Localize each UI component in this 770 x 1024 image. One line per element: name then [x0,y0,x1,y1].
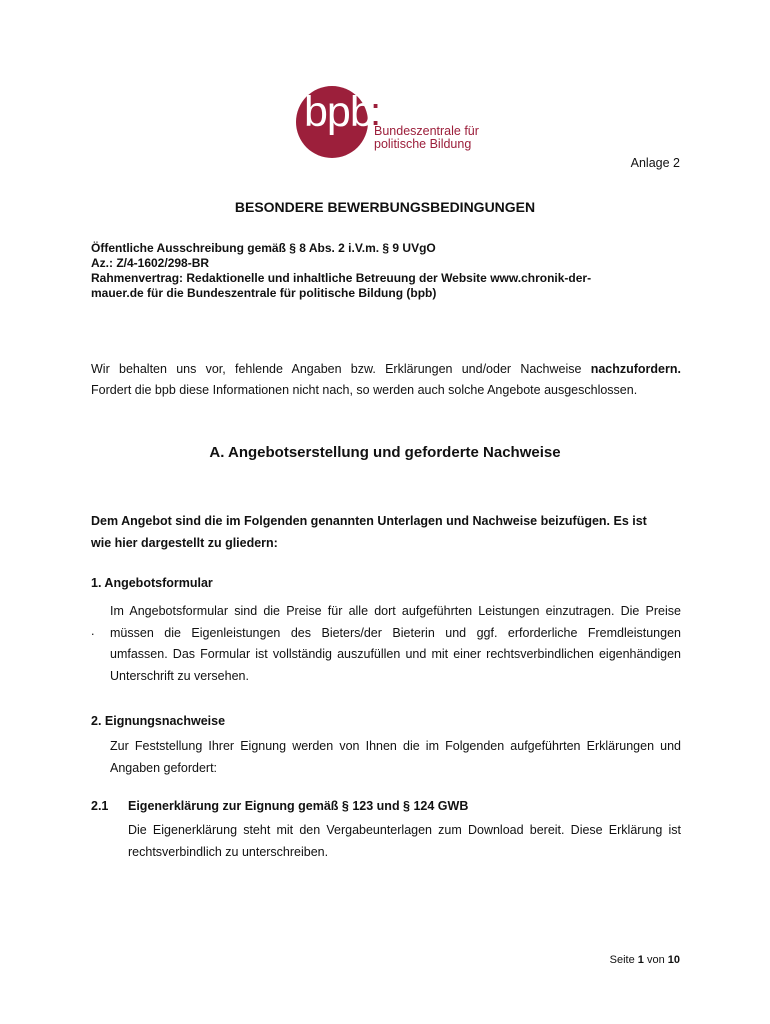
bpb-logo [296,86,486,158]
meta-line: Rahmenvertrag: Redaktionelle und inhaltliche Betreuung der Website www.chronik-der- [91,271,592,285]
annex-label: Anlage 2 [630,156,680,170]
page-prefix: Seite [609,954,638,966]
item-body [110,601,681,687]
subitem-body [128,819,681,863]
notice-text: Wir behalten uns vor, fehlende Angaben bzw. Erklärungen und/oder Nachweise [91,362,591,376]
logo-mark: bpb [304,88,373,136]
item-heading: 1. Angebotsformular [91,576,213,590]
section-heading: A. Angebotserstellung und geforderte Nachweise [209,444,561,461]
body-line: müssen die Eigenleistungen des Bieters/der Bieterin und ggf. erforderliche Fremdleistungen [110,625,681,640]
notice-line: Fordert die bpb diese Informationen nicht nach, so werden auch solche Angebote ausgeschlossen. [91,383,638,397]
body-line: Im Angebotsformular sind die Preise für alle dort aufgeführten Leistungen einzutragen. Die Preise [110,604,681,618]
tender-meta [91,241,681,301]
body-line: Unterschrift zu versehen. [110,668,249,683]
meta-line: Öffentliche Ausschreibung gemäß § 8 Abs. 2 i.V.m. § 9 UVgO [91,241,436,255]
meta-line: mauer.de für die Bundeszentrale für politische Bildung (bpb) [91,286,437,300]
body-line: Zur Feststellung Ihrer Eignung werden von Ihnen die im Folgenden aufgeführten Erklärungen und [110,739,681,753]
subitem-number: 2.1 [91,799,109,813]
body-line: Angaben gefordert: [110,760,218,775]
document-title: BESONDERE BEWERBUNGSBEDINGUNGEN [234,199,536,215]
body-line: umfassen. Das Formular ist vollständig auszufüllen und mit einer rechtsverbindlichen eigenhändigen [110,647,681,661]
intro-line: wie hier dargestellt zu gliedern: [91,536,278,550]
subitem-heading: Eigenerklärung zur Eignung gemäß § 123 und § 124 GWB [128,799,469,813]
item-heading: 2. Eignungsnachweise [91,714,226,728]
total-pages: 10 [667,954,680,966]
meta-line: Az.: Z/4-1602/298-BR [91,256,210,270]
logo-colon: : [370,90,382,134]
body-line: Die Eigenerklärung steht mit den Vergabeunterlagen zum Download bereit. Diese Erklärung ist [128,823,681,837]
logo-subtitle-line1: Bundeszentrale für [374,124,479,138]
body-line: rechtsverbindlich zu unterschreiben. [128,845,329,859]
list-marker: . [91,624,95,638]
notice-emphasis: nachzufordern. [590,362,681,376]
notice-paragraph [91,359,681,401]
logo-subtitle-line2: politische Bildung [374,137,472,151]
page-number [610,954,680,966]
item-body [110,736,681,779]
page-mid: von [643,954,668,966]
current-page: 1 [637,954,644,966]
intro-line: Dem Angebot sind die im Folgenden genannten Unterlagen und Nachweise beizufügen. Es ist [91,514,647,528]
notice-line [91,359,681,380]
intro-paragraph [91,510,681,554]
